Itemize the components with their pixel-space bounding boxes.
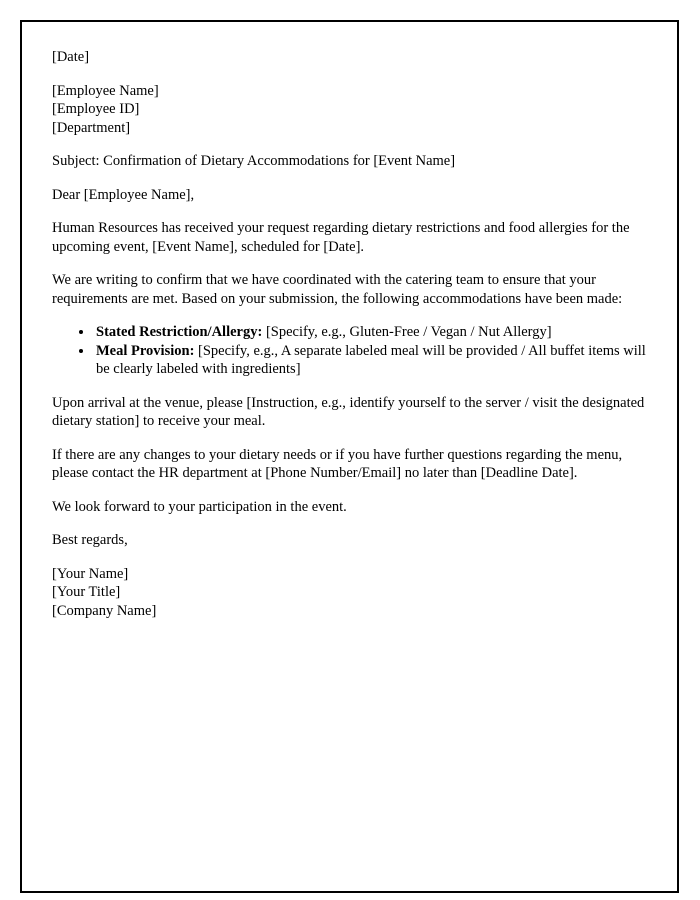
sign-off: Best regards, (52, 532, 128, 548)
paragraph-closing-line: We look forward to your participation in the event. (52, 498, 347, 515)
signature-company: [Company Name] (52, 602, 157, 619)
bullet-label: Meal Provision: (96, 342, 195, 359)
bullet-text: [Specify, e.g., A separate labeled meal will be provided / All buffet items will be clearly labeled with ingredients] (96, 342, 646, 377)
paragraph-arrival: Upon arrival at the venue, please [Instruction, e.g., identify yourself to the server / visit the designated dietary station] to receive your meal. (52, 394, 645, 429)
list-item (94, 342, 647, 379)
paragraph-changes: If there are any changes to your dietary needs or if you have further questions regarding the menu, please contact the HR department at [Phone Number/Email] no later than [Deadline Date]. (52, 446, 623, 481)
bullet-text: [Specify, e.g., Gluten-Free / Vegan / Nut Allergy] (262, 324, 552, 340)
signature-name: [Your Name] (52, 565, 129, 582)
recipient-name: [Employee Name] (52, 82, 159, 99)
bullet-label: Stated Restriction/Allergy: (96, 324, 263, 340)
paragraph-confirmation: We are writing to confirm that we have coordinated with the catering team to ensure that your requirements are met. Based on your submission, the following accommodations have been made: (52, 272, 623, 307)
signature-title: [Your Title] (52, 584, 121, 600)
letter-body (52, 48, 647, 620)
subject-line: Subject: Confirmation of Dietary Accommodations for [Event Name] (52, 153, 456, 169)
date-line: [Date] (52, 49, 90, 65)
letter-border-frame (20, 20, 679, 893)
recipient-department: [Department] (52, 119, 131, 136)
accommodations-list (52, 323, 647, 379)
salutation: Dear [Employee Name], (52, 186, 195, 203)
recipient-employee-id: [Employee ID] (52, 101, 140, 117)
list-item (94, 323, 647, 342)
paragraph-request-received: Human Resources has received your request regarding dietary restrictions and food allergies for the upcoming event, [Event Name], scheduled for [Date]. (52, 220, 630, 255)
recipient-block (52, 82, 647, 138)
signature-block (52, 565, 647, 621)
